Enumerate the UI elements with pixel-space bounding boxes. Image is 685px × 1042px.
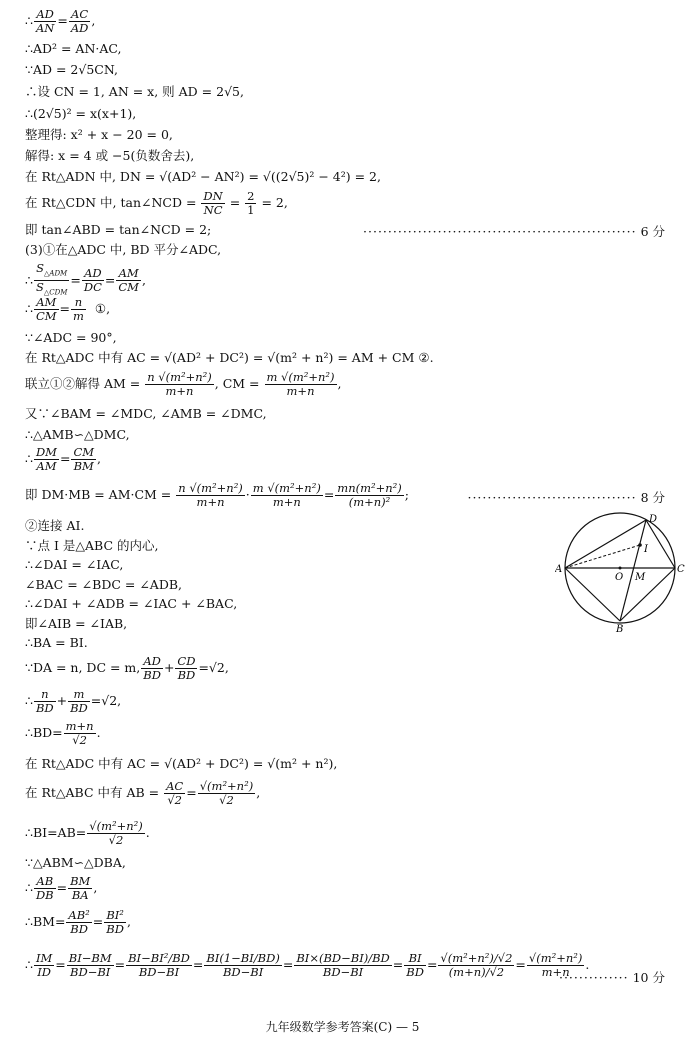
line-25: ∴∠DAI + ∠ADB = ∠IAC + ∠BAC, [25, 596, 238, 611]
line-dc [646, 520, 675, 568]
score-10: ·············· 10 分 [558, 970, 665, 985]
line-8: 在 Rt△ADN 中, DN = √(AD² − AN²) = √((2√5)² − 4²) = 2, [25, 169, 381, 184]
line-10: 即 tan∠ABD = tan∠NCD = 2; [25, 222, 212, 237]
line-bc [620, 568, 675, 621]
line-18: ∴△AMB∽△DMC, [25, 427, 130, 442]
line-30: ∴BD= $\frac{m+n}{√2}$ . [25, 719, 101, 747]
label-a: A [555, 564, 563, 575]
label-d: D [649, 514, 658, 525]
line-31: 在 Rt△ADC 中有 AC = √(AD² + DC²) = √(m² + n²), [25, 756, 338, 771]
score-8: ·································· 8 分 [467, 490, 665, 505]
line-7: 解得: x = 4 或 −5(负数舍去), [25, 148, 195, 163]
line-19: ∴ $\frac{DM}{AM}$ = $\frac{CM}{BM}$ , [25, 445, 101, 473]
line-ad [565, 520, 646, 568]
score-6: ······················································· 6 分 [363, 224, 665, 239]
line-28: ∵DA = n, DC = m, $\frac{AD}{BD}$ + $\frac{CD}{BD}$ =√2, [25, 654, 229, 682]
label-i: I [644, 544, 648, 555]
line-1: ∴ $\frac{AD}{AN}$ = $\frac{AC}{AD}$ , [25, 7, 96, 35]
line-34: ∵△ABM∽△DBA, [25, 855, 126, 870]
line-27: ∴BA = BI. [25, 635, 88, 650]
circle-figure [555, 508, 685, 633]
line-36: ∴BM= $\frac{\text{AB²}}{BD}$ = $\frac{\text{BI²}}{BD}$ , [25, 908, 131, 936]
line-bd [620, 520, 646, 621]
point-o [619, 567, 622, 570]
point-i [638, 543, 642, 547]
line-21: ②连接 AI. [25, 518, 85, 533]
line-37: ∴ $\frac{IM}{ID}$ = $\frac{BI-BM}{BD-BI}$ = $\frac{\text{BI−BI²/BD}}{BD-BI}$ = $\frac{BI(1-BI/BD)}{BD-BI}$ = $\frac{BI\times(BD-BI)/BD}{BD-BI}$ = $\frac{BI}{BD}$ = $\frac{\text{√(m²+n²)/√2}}{(m+n)/√2}$ = $\frac{\text{√(m²+n²)}}{m+n}$ . [25, 951, 590, 979]
line-3: ∵AD = 2√5CN, [25, 62, 118, 77]
line-17: 又∵∠BAM = ∠MDC, ∠AMB = ∠DMC, [25, 406, 267, 421]
page-footer: 九年级数学参考答案(C) — 5 [265, 1020, 420, 1034]
line-2: ∴AD² = AN·AC, [25, 41, 122, 56]
line-6: 整理得: x² + x − 20 = 0, [25, 127, 173, 142]
line-4: ∴设 CN = 1, AN = x, 则 AD = 2√5, [25, 84, 244, 99]
label-o: O [615, 572, 624, 583]
line-12: ∴ $\frac{S_{\triangle ADM}}{S_{\triangle CDM}}$ = $\frac{AD}{DC}$ = $\frac{AM}{CM}$ , [25, 261, 146, 297]
label-c: C [677, 564, 685, 575]
line-32: 在 Rt△ABC 中有 AB = $\frac{AC}{√2}$ = $\frac{\text{√(m²+n²)}}{√2}$ , [25, 779, 261, 807]
label-b: B [616, 624, 624, 633]
label-m: M [635, 572, 646, 583]
line-26: 即∠AIB = ∠IAB, [25, 616, 128, 631]
line-22: ∵点 I 是△ABC 的内心, [25, 538, 159, 553]
line-5: ∴(2√5)² = x(x+1), [25, 106, 137, 121]
line-20: 即 DM·MB = AM·CM = $\frac{\text{n √(m²+n²)}}{m+n}$ · $\frac{\text{m √(m²+n²)}}{m+n}$ = $\frac{\text{mn(m²+n²)}}{\text{(m+n)²}}$ ; [25, 481, 409, 509]
line-ab [565, 568, 620, 621]
line-15: 在 Rt△ADC 中有 AC = √(AD² + DC²) = √(m² + n²) = AM + CM ②. [25, 350, 434, 365]
line-24: ∠BAC = ∠BDC = ∠ADB, [25, 577, 183, 592]
line-9: 在 Rt△CDN 中, tan∠NCD = $\frac{DN}{NC}$ = $\frac{2}{1}$ = 2, [25, 189, 288, 217]
line-ai [565, 545, 640, 568]
line-23: ∴∠DAI = ∠IAC, [25, 557, 124, 572]
line-33: ∴BI=AB= $\frac{\text{√(m²+n²)}}{√2}$ . [25, 819, 150, 847]
line-11: (3)①在△ADC 中, BD 平分∠ADC, [25, 242, 222, 257]
line-29: ∴ $\frac{n}{BD}$ + $\frac{m}{BD}$ =√2, [25, 687, 122, 715]
line-16: 联立①②解得 AM = $\frac{\text{n √(m²+n²)}}{m+n}$ , CM = $\frac{\text{m √(m²+n²)}}{m+n}$ , [25, 370, 342, 398]
line-13: ∴ $\frac{AM}{CM}$ = $\frac{n}{m}$ ①, [25, 295, 111, 323]
line-14: ∵∠ADC = 90°, [25, 330, 117, 345]
line-35: ∴ $\frac{AB}{DB}$ = $\frac{BM}{BA}$ , [25, 874, 98, 902]
